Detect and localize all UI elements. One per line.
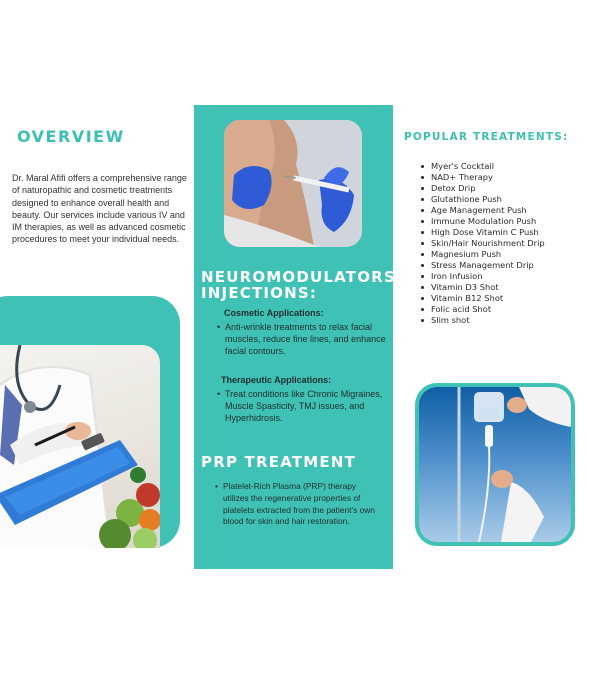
neuromodulators-heading-line1: NEUROMODULATORS: [201, 268, 396, 286]
cosmetic-applications-text: Anti-wrinkle treatments to relax facial muscles, reduce fine lines, and enhance facial contours.: [225, 322, 386, 357]
popular-treatments-list: [420, 161, 545, 326]
doctor-clipboard-illustration: [0, 345, 160, 548]
iv-drip-photo-frame: [415, 383, 575, 546]
treatment-item: Age Management Push: [420, 205, 545, 216]
iv-drip-photo: [419, 387, 571, 542]
treatment-item: Magnesium Push: [420, 249, 545, 260]
neuromodulators-heading: [201, 268, 396, 302]
prp-item: [215, 481, 378, 528]
treatment-item: NAD+ Therapy: [420, 172, 545, 183]
neuromodulators-heading-line2: INJECTIONS:: [201, 284, 318, 302]
treatment-item: Slim shot: [420, 315, 545, 326]
treatment-item: Vitamin D3 Shot: [420, 282, 545, 293]
treatment-item: Vitamin B12 Shot: [420, 293, 545, 304]
overview-paragraph: Dr. Maral Afifi offers a comprehensive range of naturopathic and cosmetic treatments designed to enhance overall health and beauty. Our services include various IV and IM therapies, as well as advanced cosmetic procedures to meet your individual needs.: [12, 173, 187, 245]
treatment-item: Immune Modulation Push: [420, 216, 545, 227]
overview-heading: OVERVIEW: [17, 127, 125, 146]
bullet-icon: •: [215, 481, 218, 491]
treatment-item: Skin/Hair Nourishment Drip: [420, 238, 545, 249]
treatment-item: Myer's Cocktail: [420, 161, 545, 172]
popular-treatments-heading: POPULAR TREATMENTS:: [404, 131, 569, 143]
treatment-item: High Dose Vitamin C Push: [420, 227, 545, 238]
treatment-item: Stress Management Drip: [420, 260, 545, 271]
bullet-icon: •: [217, 389, 221, 399]
treatment-item: Iron Infusion: [420, 271, 545, 282]
therapeutic-applications-heading: Therapeutic Applications:: [221, 375, 332, 385]
cosmetic-applications-heading: Cosmetic Applications:: [224, 308, 324, 318]
treatment-item: Folic acid Shot: [420, 304, 545, 315]
prp-heading: PRP TREATMENT: [201, 453, 357, 471]
therapeutic-applications-text: Treat conditions like Chronic Migraines, Muscle Spasticity, TMJ issues, and Hyperhidrosis.: [225, 389, 383, 424]
treatment-item: Detox Drip: [420, 183, 545, 194]
iv-drip-illustration: [419, 387, 571, 542]
prp-text: Platelet-Rich Plasma (PRP) therapy utilizes the regenerative properties of platelets extracted from the patient's own blood for skin and hair restoration.: [223, 481, 375, 527]
cosmetic-applications-item: [217, 321, 395, 358]
doctor-nutrition-photo: [0, 345, 160, 548]
neck-injection-photo: [224, 120, 362, 247]
treatment-item: Glutathione Push: [420, 194, 545, 205]
bullet-icon: •: [217, 322, 221, 332]
injection-illustration: [224, 120, 362, 247]
therapeutic-applications-item: [217, 388, 395, 425]
